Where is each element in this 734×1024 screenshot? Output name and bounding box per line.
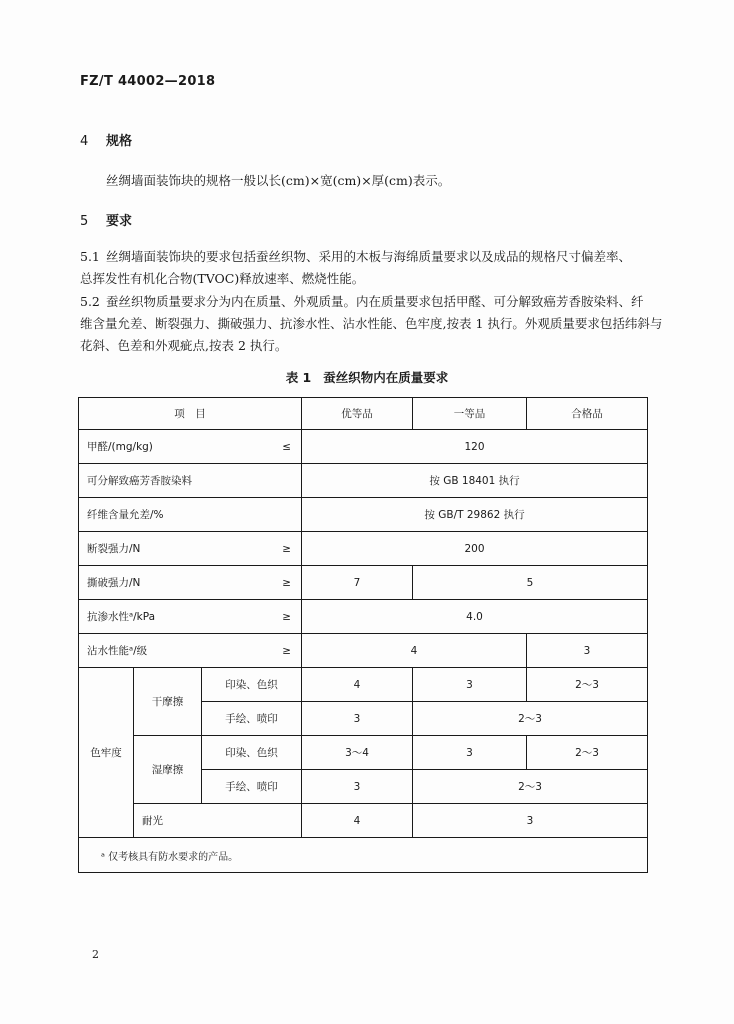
row-label-wet-hand: 手绘、喷印: [202, 770, 302, 804]
table-1-title: [0, 368, 734, 386]
table-row: [79, 634, 648, 668]
row-label-water-penetration: [79, 600, 302, 634]
row-label-wet-printed: 印染、色织: [202, 736, 302, 770]
section-5-title: 要求: [106, 214, 133, 229]
table-1-caption: 蚕丝织物内在质量要求: [323, 370, 449, 385]
clause-5-2-line3: 花斜、色差和外观疵点,按表 2 执行。: [80, 338, 288, 353]
comparison-symbol: ≤: [282, 440, 292, 453]
quality-requirements-table: [78, 397, 648, 873]
row-label-dry-rubbing: 干摩擦: [134, 668, 202, 736]
clause-5-1-line2: 总挥发性有机化合物(TVOC)释放速率、燃烧性能。: [80, 271, 365, 286]
row-label-wet-rubbing: 湿摩擦: [134, 736, 202, 804]
value-dry-printed-superior: 4: [302, 668, 413, 702]
clause-5-2-line2: 维含量允差、断裂强力、撕破强力、抗渗水性、沾水性能、色牢度,按表 1 执行。外观质量要求包括纬斜与: [80, 316, 663, 331]
table-row: [79, 600, 648, 634]
clause-5-1-number: 5.1: [80, 249, 100, 264]
row-label-breaking: [79, 532, 302, 566]
page-number: 2: [92, 948, 99, 961]
value-formaldehyde: 120: [302, 430, 648, 464]
clause-5-1-text1: 丝绸墙面装饰块的要求包括蚕丝织物、采用的木板与海绵质量要求以及成品的规格尺寸偏差率、: [106, 249, 632, 264]
comparison-symbol: ≥: [282, 576, 292, 589]
table-footnote: ᵃ 仅考核具有防水要求的产品。: [79, 838, 648, 873]
row-label-text: 抗渗水性ᵃ/kPa: [87, 611, 156, 623]
table-row: [79, 532, 648, 566]
row-label-azo: 可分解致癌芳香胺染料: [79, 464, 302, 498]
row-label-water-repellency: [79, 634, 302, 668]
row-label-formaldehyde: [79, 430, 302, 464]
section-4-text: 丝绸墙面装饰块的规格一般以长(cm)×宽(cm)×厚(cm)表示。: [106, 173, 451, 188]
clause-5-1-line1: [80, 246, 631, 268]
section-5-number: 5: [80, 214, 89, 229]
value-wet-printed-superior: 3～4: [302, 736, 413, 770]
row-label-text: 断裂强力/N: [87, 543, 141, 555]
value-azo: 按 GB 18401 执行: [302, 464, 648, 498]
value-light-superior: 4: [302, 804, 413, 838]
section-4-heading: [80, 130, 132, 149]
table-row: [79, 566, 648, 600]
clause-5-1: [80, 246, 631, 290]
header-grade-superior: 优等品: [302, 398, 413, 430]
clause-5-2-number: 5.2: [80, 294, 100, 309]
row-label-fiber: 纤维含量允差/%: [79, 498, 302, 532]
row-label-light: 耐光: [134, 804, 302, 838]
table-header-row: [79, 398, 648, 430]
comparison-symbol: ≥: [282, 644, 292, 657]
value-water-penetration: 4.0: [302, 600, 648, 634]
section-5-heading: [80, 210, 132, 229]
standard-code: FZ/T 44002—2018: [80, 74, 216, 89]
table-row: [79, 430, 648, 464]
comparison-symbol: ≥: [282, 542, 292, 555]
table-footnote-row: [79, 838, 648, 873]
row-label-text: 撕破强力/N: [87, 577, 141, 589]
value-light-other: 3: [413, 804, 648, 838]
row-label-tearing: [79, 566, 302, 600]
header-grade-first: 一等品: [413, 398, 527, 430]
comparison-symbol: ≥: [282, 610, 292, 623]
value-wet-printed-qualified: 2～3: [527, 736, 648, 770]
value-wet-printed-first: 3: [413, 736, 527, 770]
table-row: [79, 804, 648, 838]
value-tearing-other: 5: [413, 566, 648, 600]
section-4-number: 4: [80, 134, 89, 149]
clause-5-2-text1: 蚕丝织物质量要求分为内在质量、外观质量。内在质量要求包括甲醛、可分解致癌芳香胺染料、纤: [106, 294, 644, 309]
value-fiber: 按 GB/T 29862 执行: [302, 498, 648, 532]
table-row: [79, 736, 648, 770]
value-dry-printed-qualified: 2～3: [527, 668, 648, 702]
value-water-repellency-upper: 4: [302, 634, 527, 668]
row-label-dry-printed: 印染、色织: [202, 668, 302, 702]
table-row: [79, 668, 648, 702]
value-tearing-superior: 7: [302, 566, 413, 600]
value-dry-printed-first: 3: [413, 668, 527, 702]
value-wet-hand-other: 2～3: [413, 770, 648, 804]
row-label-colorfastness: 色牢度: [79, 668, 134, 838]
header-item: 项 目: [79, 398, 302, 430]
row-label-dry-hand: 手绘、喷印: [202, 702, 302, 736]
header-grade-qualified: 合格品: [527, 398, 648, 430]
value-water-repellency-qualified: 3: [527, 634, 648, 668]
table-row: [79, 498, 648, 532]
section-4-title: 规格: [106, 134, 133, 149]
clause-5-2: [80, 291, 662, 357]
row-label-text: 甲醛/(mg/kg): [87, 441, 153, 453]
table-row: [79, 464, 648, 498]
clause-5-2-line1: [80, 291, 662, 313]
row-label-text: 沾水性能ᵃ/级: [87, 645, 148, 657]
value-breaking: 200: [302, 532, 648, 566]
table-1-label: 表 1: [285, 370, 312, 385]
value-dry-hand-superior: 3: [302, 702, 413, 736]
value-wet-hand-superior: 3: [302, 770, 413, 804]
value-dry-hand-other: 2～3: [413, 702, 648, 736]
